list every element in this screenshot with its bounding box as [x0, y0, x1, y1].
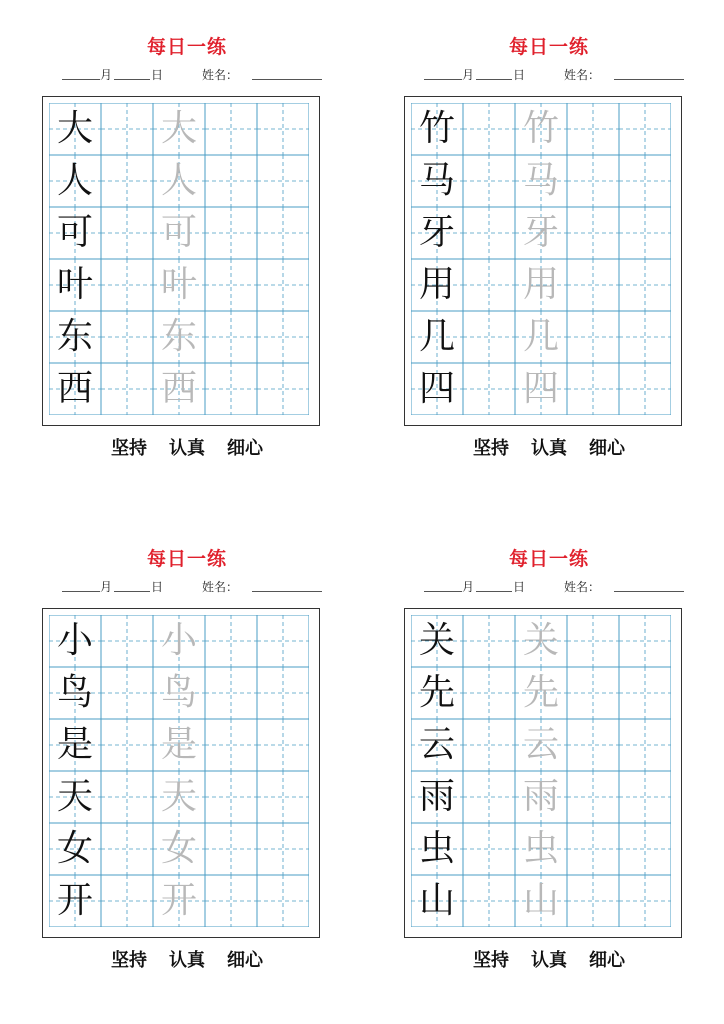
trace-character[interactable]: 开	[160, 880, 197, 921]
trace-character[interactable]: 竹	[522, 108, 559, 149]
name-label: 姓名：	[564, 68, 601, 82]
name-blank[interactable]	[614, 591, 684, 592]
trace-character[interactable]: 雨	[522, 776, 559, 817]
trace-character[interactable]: 关	[522, 620, 559, 661]
trace-character[interactable]: 大	[160, 108, 197, 149]
trace-character[interactable]: 山	[522, 880, 559, 921]
model-character: 天	[56, 776, 93, 817]
model-character: 四	[418, 368, 455, 409]
model-character: 鸟	[56, 672, 93, 713]
motto	[42, 434, 332, 460]
name-label: 姓名：	[202, 580, 239, 594]
worksheet-title: 每日一练	[508, 36, 589, 58]
day-blank[interactable]	[476, 591, 512, 592]
trace-character[interactable]: 用	[522, 264, 559, 305]
day-blank[interactable]	[476, 79, 512, 80]
motto-word: 认真	[531, 950, 567, 971]
name-label: 姓名：	[202, 68, 239, 82]
model-character: 西	[56, 368, 93, 409]
motto-word: 细心	[589, 438, 625, 459]
trace-character[interactable]: 女	[160, 828, 197, 869]
motto	[404, 946, 694, 972]
model-character: 小	[56, 620, 93, 661]
month-blank[interactable]	[424, 591, 462, 592]
worksheet-title: 每日一练	[508, 548, 589, 570]
day-label: 日	[513, 68, 526, 82]
practice-grid	[42, 96, 320, 426]
model-character: 大	[56, 108, 93, 149]
model-character: 山	[418, 880, 455, 921]
trace-character[interactable]: 几	[522, 316, 559, 357]
model-character: 牙	[418, 212, 455, 253]
motto	[404, 434, 694, 460]
trace-character[interactable]: 牙	[522, 212, 559, 253]
model-character: 关	[418, 620, 455, 661]
trace-character[interactable]: 云	[522, 724, 559, 765]
model-character: 用	[418, 264, 455, 305]
date-name-line	[404, 576, 694, 596]
model-character: 叶	[56, 264, 93, 305]
worksheet-title: 每日一练	[146, 36, 227, 58]
model-character: 开	[56, 880, 93, 921]
month-blank[interactable]	[62, 591, 100, 592]
trace-character[interactable]: 先	[522, 672, 559, 713]
day-label: 日	[151, 68, 164, 82]
motto-word: 坚持	[473, 438, 509, 459]
practice-grid	[404, 96, 682, 426]
date-name-line	[42, 576, 332, 596]
model-character: 几	[418, 316, 455, 357]
worksheet-title: 每日一练	[146, 548, 227, 570]
model-character: 女	[56, 828, 93, 869]
trace-character[interactable]: 马	[522, 160, 559, 201]
trace-character[interactable]: 是	[160, 724, 197, 765]
trace-character[interactable]: 可	[160, 212, 197, 253]
trace-character[interactable]: 人	[160, 160, 197, 201]
motto-word: 细心	[227, 438, 263, 459]
motto-word: 坚持	[111, 950, 147, 971]
month-blank[interactable]	[424, 79, 462, 80]
month-label: 月	[100, 580, 113, 594]
motto-word: 认真	[169, 950, 205, 971]
trace-character[interactable]: 四	[522, 368, 559, 409]
day-blank[interactable]	[114, 79, 150, 80]
trace-character[interactable]: 东	[160, 316, 197, 357]
date-name-line	[404, 64, 694, 84]
trace-character[interactable]: 小	[160, 620, 197, 661]
model-character: 人	[56, 160, 93, 201]
model-character: 是	[56, 724, 93, 765]
name-label: 姓名：	[564, 580, 601, 594]
model-character: 竹	[418, 108, 455, 149]
trace-character[interactable]: 西	[160, 368, 197, 409]
motto-word: 细心	[227, 950, 263, 971]
month-blank[interactable]	[62, 79, 100, 80]
motto-word: 认真	[169, 438, 205, 459]
month-label: 月	[100, 68, 113, 82]
trace-character[interactable]: 天	[160, 776, 197, 817]
trace-character[interactable]: 鸟	[160, 672, 197, 713]
month-label: 月	[462, 68, 475, 82]
day-blank[interactable]	[114, 591, 150, 592]
name-blank[interactable]	[252, 591, 322, 592]
trace-character[interactable]: 叶	[160, 264, 197, 305]
name-blank[interactable]	[252, 79, 322, 80]
model-character: 可	[56, 212, 93, 253]
model-character: 先	[418, 672, 455, 713]
model-character: 东	[56, 316, 93, 357]
motto-word: 认真	[531, 438, 567, 459]
practice-grid	[42, 608, 320, 938]
motto-word: 细心	[589, 950, 625, 971]
day-label: 日	[513, 580, 526, 594]
model-character: 云	[418, 724, 455, 765]
model-character: 马	[418, 160, 455, 201]
trace-character[interactable]: 虫	[522, 828, 559, 869]
model-character: 雨	[418, 776, 455, 817]
motto-word: 坚持	[111, 438, 147, 459]
motto	[42, 946, 332, 972]
practice-grid	[404, 608, 682, 938]
date-name-line	[42, 64, 332, 84]
motto-word: 坚持	[473, 950, 509, 971]
model-character: 虫	[418, 828, 455, 869]
day-label: 日	[151, 580, 164, 594]
month-label: 月	[462, 580, 475, 594]
name-blank[interactable]	[614, 79, 684, 80]
